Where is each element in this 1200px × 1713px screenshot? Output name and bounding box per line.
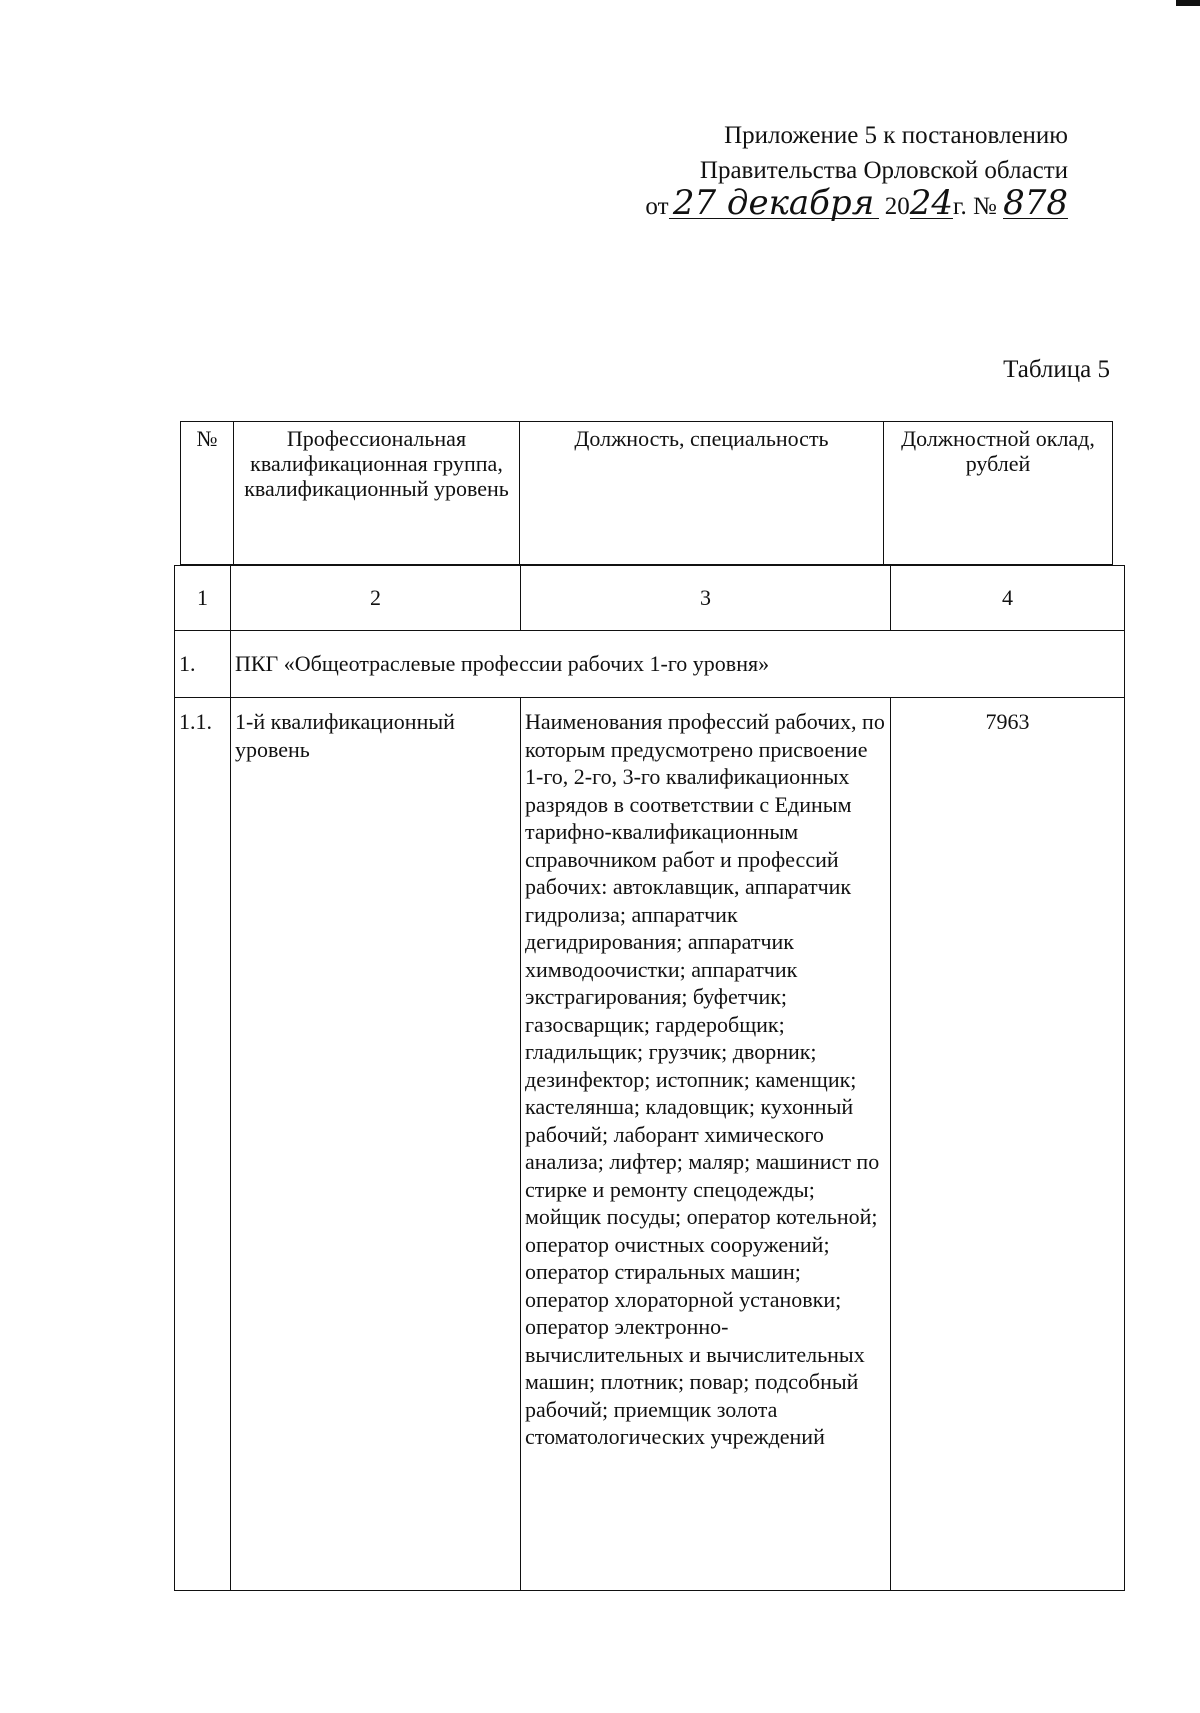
header-cell-position: Должность, специальность <box>520 422 884 565</box>
table-label: Таблица 5 <box>1003 356 1110 383</box>
row-qualification-level: 1-й квалификационный уровень <box>231 698 521 1591</box>
appendix-line-2: Правительства Орловской области <box>699 157 1068 184</box>
column-number-1: 1 <box>175 566 231 631</box>
row-positions: Наименования профессий рабочих, по которым предусмотрено присвоение 1-го, 2-го, 3-го квалификационных разрядов в соответствии с Единым тарифно-квалификационным справочником работ и профессий рабочих: автоклавщик, аппаратчик гидролиза; аппаратчик дегидрирования; аппаратчик химводоочистки; аппаратчик экстрагирования; буфетчик; газосварщик; гардеробщик; гладильщик; грузчик; дворник; дезинфектор; истопник; каменщик; кастелянша; кладовщик; кухонный рабочий; лаборант химического анализа; лифтер; маляр; машинист по стирке и ремонту спецодежды; мойщик посуды; оператор котельной; оператор очистных сооружений; оператор стиральных машин; оператор хлораторной установки; оператор электронно-вычислительных и вычислительных машин; плотник; повар; подсобный рабочий; приемщик золота стоматологических учреждений <box>521 698 891 1591</box>
group-number: 1. <box>175 631 231 698</box>
row-number: 1.1. <box>175 698 231 1591</box>
header-cell-salary: Должностной оклад, рублей <box>884 422 1113 565</box>
scan-corner-mark <box>1176 0 1200 6</box>
column-number-2: 2 <box>231 566 521 631</box>
appendix-header <box>588 118 1068 224</box>
handwritten-year: 24 <box>909 183 954 223</box>
group-title: ПКГ «Общеотраслевые профессии рабочих 1-го уровня» <box>231 631 1125 698</box>
column-number-4: 4 <box>891 566 1125 631</box>
date-prefix: от <box>645 193 669 220</box>
column-number-3: 3 <box>521 566 891 631</box>
table-header-row <box>181 422 1113 565</box>
row-salary: 7963 <box>891 698 1125 1591</box>
table-header <box>180 421 1113 565</box>
appendix-date-line <box>588 183 1068 224</box>
handwritten-date: 27 декабря <box>669 188 879 219</box>
column-number-row <box>175 566 1125 631</box>
group-row <box>175 631 1125 698</box>
header-cell-number: № <box>181 422 234 565</box>
appendix-line-1: Приложение 5 к постановлению <box>724 122 1068 149</box>
number-prefix: г. № <box>953 193 997 220</box>
handwritten-number: 878 <box>1003 183 1068 223</box>
year-prefix: 20 <box>884 193 910 220</box>
salary-table <box>174 565 1125 1591</box>
header-cell-group: Профессиональная квалификационная группа, квалификационный уровень <box>234 422 520 565</box>
table-row <box>175 698 1125 1591</box>
